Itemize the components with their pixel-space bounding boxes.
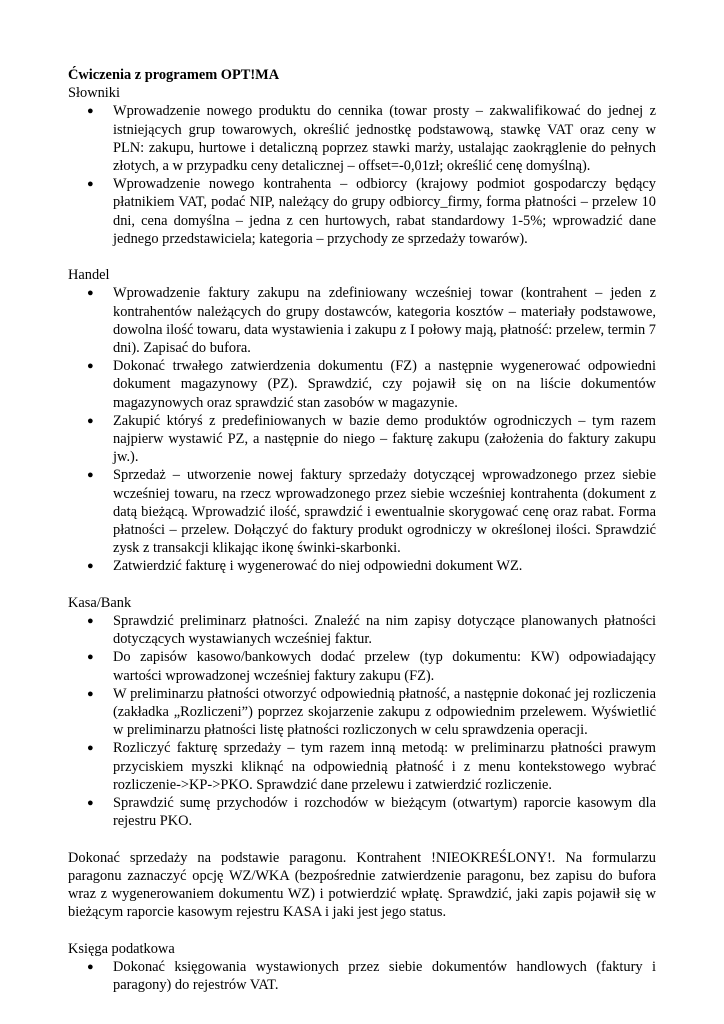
ksiega-list — [68, 958, 656, 994]
list-item: ● Sprawdzić sumę przychodów i rozchodów w bieżącym (otwartym) raporcie kasowym dla rejestru PKO. — [113, 794, 656, 830]
list-item: ● Wprowadzenie nowego kontrahenta – odbiorcy (krajowy podmiot gospodarczy będący płatnikiem VAT, podać NIP, należący do grupy odbiorcy_firmy, forma płatności – przelew 10 dni, cena domyślna – jedna z cen hurtowych, rabat standardowy 1-5%; wprowadzić dane jednego przedstawiciela; kategoria – przychody ze sprzedaży towarów). — [113, 175, 656, 248]
section-heading-handel: Handel — [68, 267, 110, 284]
list-item: ● W preliminarzu płatności otworzyć odpowiednią płatność, a następnie dokonać jej rozliczenia (zakładka „Rozliczeni”) poprzez skojarzenie zakupu z odpowiednim przelewem. Wyświetlić w preliminarzu płatności listę płatności rozliczonych w celu sprawdzenia operacji. — [113, 685, 656, 740]
list-item: ● Rozliczyć fakturę sprzedaży – tym razem inną metodą: w preliminarzu płatności prawym przyciskiem myszki kliknąć na odpowiednią płatność i z menu kontekstowego wybrać rozliczenie->KP->PKO. Sprawdzić dane przelewu i zatwierdzić rozliczenie. — [113, 739, 656, 794]
list-item: ● Zakupić któryś z predefiniowanych w bazie demo produktów ogrodniczych – tym razem najpierw wystawić PZ, a następnie do niego – fakturę zakupu (założenia do faktury zakupu jw.). — [113, 412, 656, 467]
list-item: ● Dokonać trwałego zatwierdzenia dokumentu (FZ) a następnie wygenerować odpowiedni dokument magazynowy (PZ). Sprawdzić, czy pojawił się on na liście dokumentów magazynowych oraz sprawdzić stan zasobów w magazynie. — [113, 357, 656, 412]
section-heading-slowniki: Słowniki — [68, 85, 120, 102]
section-heading-kasa-bank: Kasa/Bank — [68, 594, 132, 611]
list-item: ● Wprowadzenie faktury zakupu na zdefiniowany wcześniej towar (kontrahent – jeden z kontrahentów należących do grupy dostawców, kategoria kosztów – materiały podstawowe, dowolna ilość towaru, data wystawienia i zakupu z I połowy mają, płatność: przelew, termin 7 dni). Zapisać do bufora. — [113, 284, 656, 357]
list-item: ● Wprowadzenie nowego produktu do cennika (towar prosty – zakwalifikować do jednej z istniejących grup towarowych, określić jednostkę podstawową, stawkę VAT oraz ceny w PLN: zakupu, hurtowe i detaliczną poprzez stawki marży, ustalając zaokrąglenie do pełnych złotych, a w przypadku ceny detalicznej – offset=-0,01zł; określić cenę domyślną). — [113, 102, 656, 175]
list-item: ● Dokonać księgowania wystawionych przez siebie dokumentów handlowych (faktury i paragony) do rejestrów VAT. — [113, 958, 656, 994]
handel-list — [68, 284, 656, 575]
document-title: Ćwiczenia z programem OPT!MA — [68, 67, 280, 83]
slowniki-list — [68, 102, 656, 248]
kasa-bank-list — [68, 612, 656, 830]
list-item: ● Zatwierdzić fakturę i wygenerować do niej odpowiedni dokument WZ. — [113, 557, 656, 575]
section-heading-ksiega-podatkowa: Księga podatkowa — [68, 940, 175, 957]
list-item: ● Sprawdzić preliminarz płatności. Znaleźć na nim zapisy dotyczące planowanych płatności dotyczących wystawianych wcześniej faktur. — [113, 612, 656, 648]
list-item: ● Do zapisów kasowo/bankowych dodać przelew (typ dokumentu: KW) odpowiadający wartości wprowadzonej wcześniej faktury zakupu (FZ). — [113, 648, 656, 684]
paragon-paragraph: Dokonać sprzedaży na podstawie paragonu. Kontrahent !NIEOKREŚLONY!. Na formularzu paragonu zaznaczyć opcję WZ/WKA (bezpośrednie zatwierdzenie paragonu, bez zapisu do bufora wraz z wygenerowaniem dokumentu WZ) i potwierdzić wpłatę. Sprawdzić, jaki zapis pojawił się w bieżącym raporcie kasowym rejestru KASA i jaki jest jego status. — [68, 849, 656, 921]
list-item: ● Sprzedaż – utworzenie nowej faktury sprzedaży dotyczącej wprowadzonego przez siebie wcześniej towaru, na rzecz wprowadzonego przez siebie wcześniej kontrahenta (dokument z datą bieżącą. Wprowadzić ilość, sprawdzić i ewentualnie skorygować cenę oraz rabat. Forma płatności – przelew. Dołączyć do faktury produkt ogrodniczy w określonej ilości. Sprawdzić zysk z transakcji klikając ikonę świnki-skarbonki. — [113, 466, 656, 557]
